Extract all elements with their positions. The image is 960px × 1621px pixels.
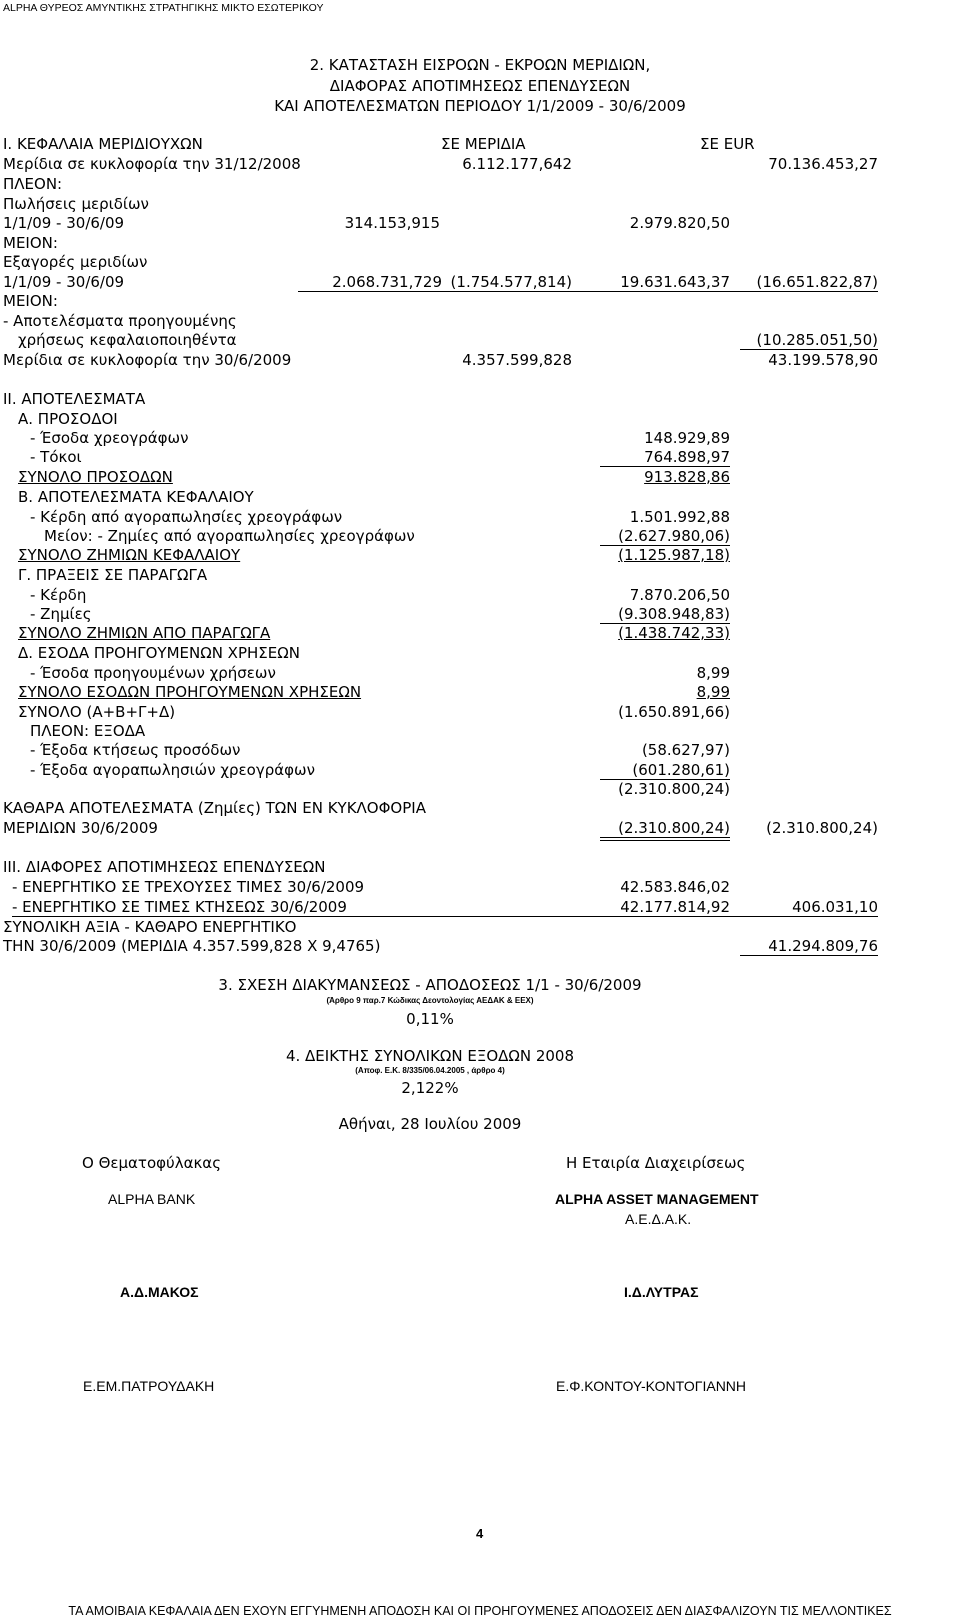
capitalised-label-1: - Αποτελέσματα προηγουμένης (3, 312, 237, 330)
total-value-label-2: ΤΗΝ 30/6/2009 (ΜΕΡΙΔΙΑ 4.357.599,828 Χ 9,4765) (3, 937, 381, 955)
total-value-label-1: ΣΥΝΟΛΙΚΗ ΑΞΙΑ - ΚΑΘΑΡΟ ΕΝΕΡΓΗΤΙΚΟ (3, 918, 297, 936)
rule-assets (12, 916, 878, 917)
assets-cost-value: 42.177.814,92 (620, 898, 730, 916)
expenses-total-value: (2.310.800,24) (618, 780, 730, 798)
redemptions-units: 2.068.731,729 (332, 273, 442, 291)
custodian-org: ALPHA BANK (108, 1191, 196, 1207)
opening-eur: 70.136.453,27 (768, 155, 878, 173)
redemptions-period: 1/1/09 - 30/6/09 (3, 273, 125, 291)
derivatives-heading: Γ. ΠΡΑΞΕΙΣ ΣΕ ΠΑΡΑΓΩΓΑ (18, 566, 208, 584)
net-result-value: (2.310.800,24) (618, 819, 730, 837)
volatility-value: 0,11% (406, 1010, 454, 1028)
signatory-right-2: Ε.Φ.ΚΟΝΤΟΥ-ΚΟΝΤΟΓΙΑΝΝΗ (556, 1378, 747, 1394)
rule-redemptions (298, 291, 878, 292)
derivatives-total-value: (1.438.742,33) (618, 624, 730, 642)
valuation-difference: 406.031,10 (792, 898, 878, 916)
capital-item-2-label: Μείον: - Ζημίες από αγοραπωλησίες χρεογράφων (44, 527, 415, 545)
volatility-heading: 3. ΣΧΕΣΗ ΔΙΑΚΥΜΑΝΣΕΩΣ - ΑΠΟΔΟΣΕΩΣ 1/1 - 30/6/2009 (218, 976, 642, 994)
page-number: 4 (476, 1526, 484, 1541)
rule-net-2 (600, 840, 730, 841)
fund-name-header: ALPHA ΘΥΡΕΟΣ ΑΜΥΝΤΙΚΗΣ ΣΤΡΑΤΗΓΙΚΗΣ ΜΙΚΤΟ ΕΣΩΤΕΡΙΚΟΥ (3, 2, 324, 14)
management-company-org-2: Α.Ε.Δ.Α.Κ. (625, 1211, 692, 1227)
signatory-right-1: Ι.Δ.ΛΥΤΡΑΣ (624, 1284, 699, 1300)
capital-results-heading: Β. ΑΠΟΤΕΛΕΣΜΑΤΑ ΚΕΦΑΛΑΙΟΥ (18, 488, 254, 506)
redemptions-eur-net: (16.651.822,87) (756, 273, 878, 291)
redemptions-label: Εξαγορές μεριδίων (3, 253, 148, 271)
col-header-units: ΣΕ ΜΕΡΙΔΙΑ (441, 135, 526, 153)
redemptions-eur: 19.631.643,37 (620, 273, 730, 291)
expenses-item-2-label: - Έξοδα αγοραπωλησιών χρεογράφων (30, 761, 315, 779)
derivatives-item-1-value: 7.870.206,50 (629, 586, 730, 604)
assets-cost-label: - ΕΝΕΡΓΗΤΙΚΟ ΣΕ ΤΙΜΕΣ ΚΤΗΣΕΩΣ 30/6/2009 (12, 898, 347, 916)
plus-label: ΠΛΕΟΝ: (3, 175, 63, 193)
sales-units: 314.153,915 (344, 214, 440, 232)
closing-units: 4.357.599,828 (462, 351, 572, 369)
custodian-role: Ο Θεματοφύλακας (82, 1154, 221, 1172)
revenue-total-value: 913.828,86 (644, 468, 730, 486)
derivatives-item-1-label: - Κέρδη (30, 586, 87, 604)
net-result-value-eur: (2.310.800,24) (766, 819, 878, 837)
management-company-org: ALPHA ASSET MANAGEMENT (555, 1191, 759, 1207)
sum-value: (1.650.891,66) (618, 703, 730, 721)
closing-label: Μερίδια σε κυκλοφορία την 30/6/2009 (3, 351, 292, 369)
opening-label: Μερίδια σε κυκλοφορία την 31/12/2008 (3, 155, 301, 173)
capital-item-2-value: (2.627.980,06) (618, 527, 730, 545)
section1-heading: Ι. ΚΕΦΑΛΑΙΑ ΜΕΡΙΔΙΟΥΧΩΝ (3, 135, 203, 153)
rule-net-1 (600, 837, 730, 838)
revenue-item-1-label: - Έσοδα χρεογράφων (30, 429, 189, 447)
capital-total-value: (1.125.987,18) (618, 546, 730, 564)
revenue-heading: Α. ΠΡΟΣΟΔΟΙ (18, 410, 118, 428)
revenue-item-2-value: 764.898,97 (644, 448, 730, 466)
title-line-1: 2. ΚΑΤΑΣΤΑΣΗ ΕΙΣΡΟΩΝ - ΕΚΡΟΩΝ ΜΕΡΙΔΙΩΝ, (309, 56, 651, 74)
sum-label: ΣΥΝΟΛΟ (Α+Β+Γ+Δ) (18, 703, 176, 721)
prior-income-item-label: - Έσοδα προηγουμένων χρήσεων (30, 664, 276, 682)
expenses-heading: ΠΛΕΟΝ: ΕΞΟΔΑ (30, 722, 146, 740)
management-company-role: Η Εταιρία Διαχειρίσεως (566, 1154, 746, 1172)
sales-label: Πωλήσεις μεριδίων (3, 195, 149, 213)
rule-capitalised (740, 349, 878, 350)
col-header-eur: ΣΕ EUR (700, 135, 755, 153)
prior-income-total-value: 8,99 (696, 683, 730, 701)
rule-total-value (740, 955, 878, 956)
sales-period: 1/1/09 - 30/6/09 (3, 214, 125, 232)
sales-eur: 2.979.820,50 (629, 214, 730, 232)
redemptions-units-net: (1.754.577,814) (450, 273, 572, 291)
prior-income-item-value: 8,99 (696, 664, 730, 682)
derivatives-item-2-label: - Ζημίες (30, 605, 92, 623)
capitalised-eur: (10.285.051,50) (756, 331, 878, 349)
capital-item-1-value: 1.501.992,88 (629, 508, 730, 526)
assets-current-value: 42.583.846,02 (620, 878, 730, 896)
closing-eur: 43.199.578,90 (768, 351, 878, 369)
total-value: 41.294.809,76 (768, 937, 878, 955)
signatory-left-1: Α.Δ.ΜΑΚΟΣ (120, 1284, 199, 1300)
net-result-label-1: ΚΑΘΑΡΑ ΑΠΟΤΕΛΕΣΜΑΤΑ (Ζημίες) ΤΩΝ ΕΝ ΚΥΚΛΟΦΟΡΙΑ (3, 799, 426, 817)
signatory-left-2: Ε.ΕΜ.ΠΑΤΡΟΥΔΑΚΗ (83, 1378, 215, 1394)
ter-note: (Αποφ. Ε.Κ. 8/335/06.04.2005 , άρθρο 4) (355, 1066, 505, 1075)
section2-heading: ΙΙ. ΑΠΟΤΕΛΕΣΜΑΤΑ (3, 390, 146, 408)
derivatives-item-2-value: (9.308.948,83) (618, 605, 730, 623)
title-line-3: ΚΑΙ ΑΠΟΤΕΛΕΣΜΑΤΩΝ ΠΕΡΙΟΔΟΥ 1/1/2009 - 30/6/2009 (274, 97, 686, 115)
net-result-label-2: ΜΕΡΙΔΙΩΝ 30/6/2009 (3, 819, 158, 837)
revenue-item-2-label: - Τόκοι (30, 448, 82, 466)
prior-income-heading: Δ. ΕΣΟΔΑ ΠΡΟΗΓΟΥΜΕΝΩΝ ΧΡΗΣΕΩΝ (18, 644, 300, 662)
assets-current-label: - ΕΝΕΡΓΗΤΙΚΟ ΣΕ ΤΡΕΧΟΥΣΕΣ ΤΙΜΕΣ 30/6/2009 (12, 878, 365, 896)
rule-revenue (600, 466, 730, 467)
revenue-item-1-value: 148.929,89 (644, 429, 730, 447)
ter-value: 2,122% (401, 1079, 459, 1097)
expenses-item-2-value: (601.280,61) (632, 761, 730, 779)
minus-label-2: ΜΕΙΟΝ: (3, 292, 58, 310)
capitalised-label-2: χρήσεως κεφαλαιοποιηθέντα (18, 331, 237, 349)
disclaimer-footer: ΤΑ ΑΜΟΙΒΑΙΑ ΚΕΦΑΛΑΙΑ ΔΕΝ ΕΧΟΥΝ ΕΓΓΥΗΜΕΝΗ ΑΠΟΔΟΣΗ ΚΑΙ ΟΙ ΠΡΟΗΓΟΥΜΕΝΕΣ ΑΠΟΔΟΣΕΙΣ ΔΕΝ ΔΙΑΣΦΑΛΙΖΟΥΝ ΤΙΣ ΜΕΛΛΟΝΤΙΚΕΣ (68, 1604, 892, 1618)
prior-income-total-label: ΣΥΝΟΛΟ ΕΣΟΔΩΝ ΠΡΟΗΓΟΥΜΕΝΩΝ ΧΡΗΣΕΩΝ (18, 683, 362, 701)
minus-label: ΜΕΙΟΝ: (3, 234, 58, 252)
expenses-item-1-value: (58.627,97) (641, 741, 730, 759)
volatility-note: (Άρθρο 9 παρ.7 Κώδικας Δεοντολογίας ΑΕΔΑΚ & ΕΕΧ) (326, 996, 534, 1005)
capital-item-1-label: - Κέρδη από αγοραπωλησίες χρεογράφων (30, 508, 343, 526)
opening-units: 6.112.177,642 (462, 155, 572, 173)
title-line-2: ΔΙΑΦΟΡΑΣ ΑΠΟΤΙΜΗΣΕΩΣ ΕΠΕΝΔΥΣΕΩΝ (329, 77, 631, 95)
ter-heading: 4. ΔΕΙΚΤΗΣ ΣΥΝΟΛΙΚΩΝ ΕΞΟΔΩΝ 2008 (285, 1047, 575, 1065)
section3-heading: ΙΙΙ. ΔΙΑΦΟΡΕΣ ΑΠΟΤΙΜΗΣΕΩΣ ΕΠΕΝΔΥΣΕΩΝ (3, 858, 326, 876)
derivatives-total-label: ΣΥΝΟΛΟ ΖΗΜΙΩΝ ΑΠΟ ΠΑΡΑΓΩΓΑ (18, 624, 271, 642)
expenses-item-1-label: - Έξοδα κτήσεως προσόδων (30, 741, 241, 759)
capital-total-label: ΣΥΝΟΛΟ ΖΗΜΙΩΝ ΚΕΦΑΛΑΙΟΥ (18, 546, 241, 564)
revenue-total-label: ΣΥΝΟΛΟ ΠΡΟΣΟΔΩΝ (18, 468, 173, 486)
place-date: Αθήναι, 28 Ιουλίου 2009 (338, 1115, 522, 1133)
